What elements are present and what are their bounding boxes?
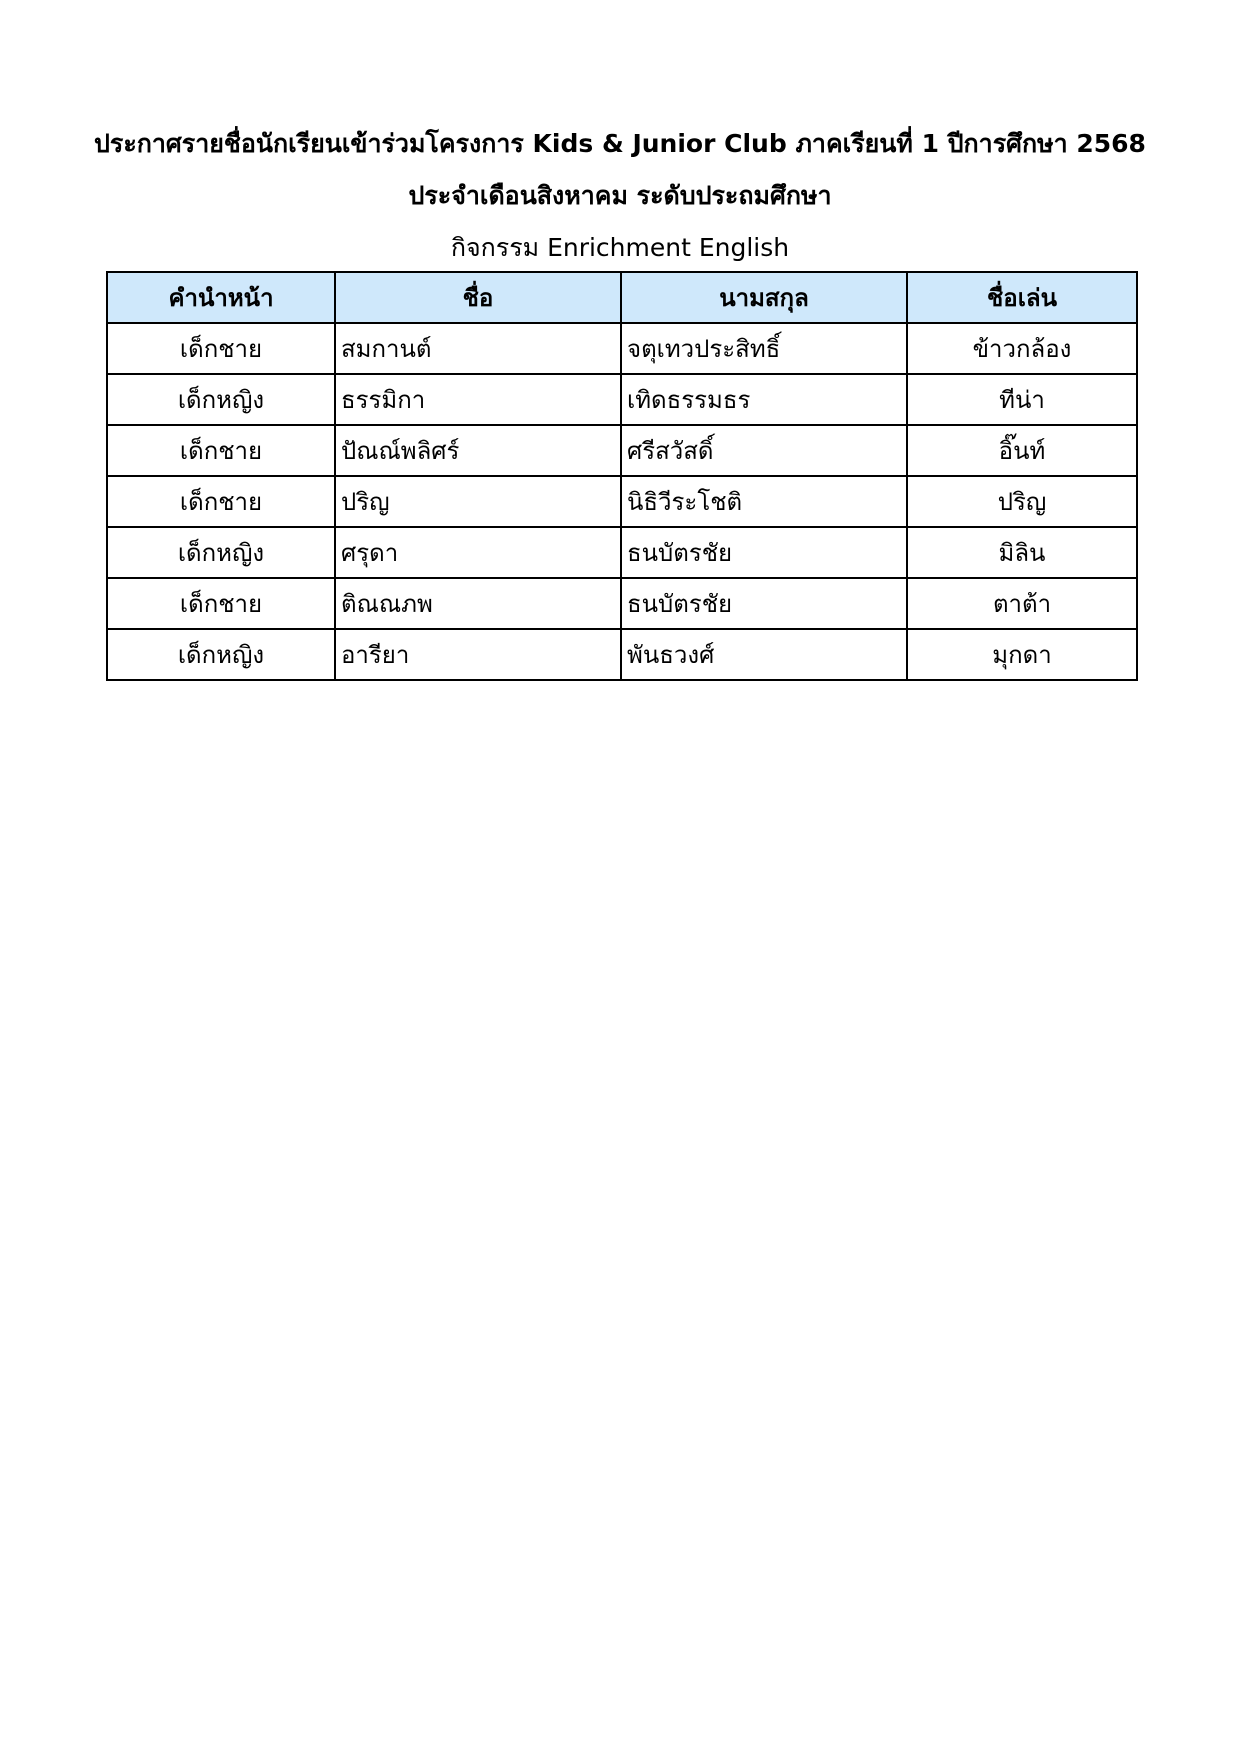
cell-title: เด็กชาย bbox=[107, 476, 335, 527]
cell-title: เด็กหญิง bbox=[107, 629, 335, 680]
cell-nickname: ตาต้า bbox=[907, 578, 1137, 629]
cell-first-name: สมกานต์ bbox=[335, 323, 621, 374]
table-row bbox=[107, 374, 1137, 425]
table-row bbox=[107, 476, 1137, 527]
cell-first-name: ศรุดา bbox=[335, 527, 621, 578]
cell-last-name: พันธวงศ์ bbox=[621, 629, 907, 680]
cell-last-name: จตุเทวประสิทธิ์ bbox=[621, 323, 907, 374]
cell-nickname: มุกดา bbox=[907, 629, 1137, 680]
cell-title: เด็กชาย bbox=[107, 425, 335, 476]
announcement-subtitle: ประจำเดือนสิงหาคม ระดับประถมศึกษา bbox=[408, 181, 832, 210]
cell-last-name: ธนบัตรชัย bbox=[621, 527, 907, 578]
student-roster-table bbox=[106, 271, 1138, 681]
activity-name: กิจกรรม Enrichment English bbox=[450, 233, 790, 262]
announcement-title: ประกาศรายชื่อนักเรียนเข้าร่วมโครงการ Kids & Junior Club ภาคเรียนที่ 1 ปีการศึกษา 2568 bbox=[94, 129, 1146, 158]
cell-nickname: มิลิน bbox=[907, 527, 1137, 578]
cell-first-name: ธรรมิกา bbox=[335, 374, 621, 425]
cell-first-name: ปัณณ์พลิศร์ bbox=[335, 425, 621, 476]
cell-nickname: ข้าวกล้อง bbox=[907, 323, 1137, 374]
cell-last-name: ธนบัตรชัย bbox=[621, 578, 907, 629]
table-row bbox=[107, 323, 1137, 374]
cell-nickname: ปริญ bbox=[907, 476, 1137, 527]
cell-last-name: เทิดธรรมธร bbox=[621, 374, 907, 425]
column-header-last-name: นามสกุล bbox=[621, 272, 907, 323]
cell-first-name: ปริญ bbox=[335, 476, 621, 527]
cell-nickname: ทีน่า bbox=[907, 374, 1137, 425]
cell-title: เด็กหญิง bbox=[107, 527, 335, 578]
cell-nickname: อิ๊นท์ bbox=[907, 425, 1137, 476]
table-row bbox=[107, 425, 1137, 476]
cell-title: เด็กชาย bbox=[107, 323, 335, 374]
cell-last-name: ศรีสวัสดิ์ bbox=[621, 425, 907, 476]
cell-title: เด็กชาย bbox=[107, 578, 335, 629]
table-header-row bbox=[107, 272, 1137, 323]
cell-title: เด็กหญิง bbox=[107, 374, 335, 425]
cell-first-name: อารียา bbox=[335, 629, 621, 680]
table-row bbox=[107, 629, 1137, 680]
table-row bbox=[107, 578, 1137, 629]
column-header-title: คำนำหน้า bbox=[107, 272, 335, 323]
column-header-nickname: ชื่อเล่น bbox=[907, 272, 1137, 323]
table-row bbox=[107, 527, 1137, 578]
cell-first-name: ติณณภพ bbox=[335, 578, 621, 629]
column-header-first-name: ชื่อ bbox=[335, 272, 621, 323]
cell-last-name: นิธิวีระโชติ bbox=[621, 476, 907, 527]
